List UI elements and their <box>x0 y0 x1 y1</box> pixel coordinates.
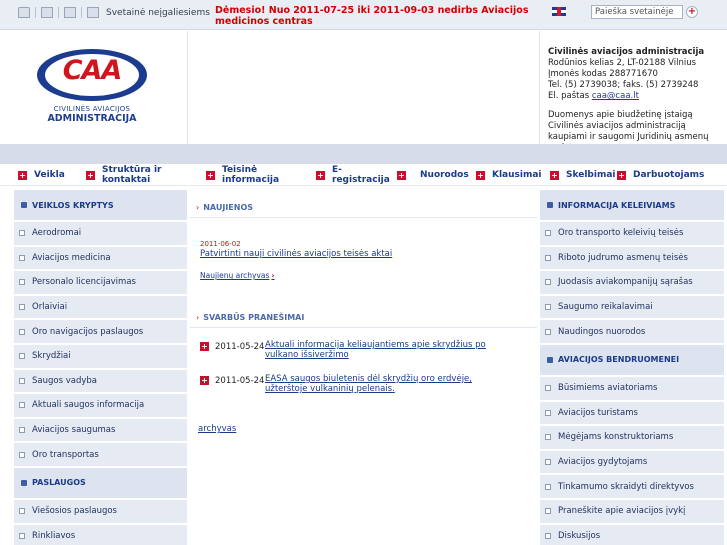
nav-label: Klausimai <box>492 170 542 180</box>
notice-item <box>200 374 520 394</box>
sidebar-item-aviacijos-gydytojams[interactable] <box>540 451 724 474</box>
logo-text-line1: CIVILINĖS AVIACIJOS <box>53 105 131 113</box>
sidebar-item-label: Riboto judrumo asmenų teisės <box>558 252 688 263</box>
sitemap-icon[interactable] <box>64 7 76 18</box>
nav-label: Struktūra ir kontaktai <box>102 165 162 185</box>
nav-label: Nuorodos <box>420 170 469 180</box>
nav-item-darbuotojams[interactable] <box>617 164 704 186</box>
section-title: AVIACIJOS BENDRUOMENEI <box>558 355 680 365</box>
sidebar-item-label: Rinkliavos <box>32 530 76 541</box>
square-bullet-icon <box>19 279 25 285</box>
company-code: Įmonės kodas 288771670 <box>548 69 658 79</box>
arrow-icon: › <box>196 313 200 322</box>
notice-item <box>200 340 520 360</box>
square-bullet-icon <box>19 329 25 335</box>
logo[interactable] <box>16 31 186 144</box>
sidebar-item-aviacijos-saugumas[interactable] <box>14 419 187 442</box>
search-input[interactable] <box>591 5 683 19</box>
nav-label: Veikla <box>34 170 65 180</box>
sidebar-item-label: Orlaiviai <box>32 302 68 313</box>
divider <box>35 7 36 18</box>
sidebar-item-aviacijos-medicina[interactable] <box>14 247 187 270</box>
sidebar-item-saugos-vadyba[interactable] <box>14 370 187 393</box>
heading-text: SVARBŪS PRANEŠIMAI <box>203 313 305 322</box>
plus-icon: + <box>398 170 405 180</box>
square-bullet-icon <box>545 508 551 514</box>
section-heading <box>540 190 724 220</box>
uk-flag-icon[interactable] <box>552 7 566 16</box>
home-icon[interactable] <box>18 7 30 18</box>
logo-text-line2: ADMINISTRACIJA <box>47 113 137 124</box>
plus-icon: + <box>551 170 558 180</box>
square-bullet-icon <box>545 385 551 391</box>
header-banner <box>187 31 540 144</box>
square-bullet-icon <box>545 329 551 335</box>
sidebar-item-label: Juodasis aviakompanijų sąrašas <box>558 277 693 288</box>
plus-icon: + <box>201 342 208 351</box>
important-heading <box>190 308 537 328</box>
bullet-icon <box>547 202 553 208</box>
accessibility-link[interactable]: Svetainė neįgaliesiems <box>106 7 210 18</box>
section-title: VEIKLOS KRYPTYS <box>32 200 114 210</box>
sidebar-item-aktuali-saugos-informacija[interactable] <box>14 394 187 417</box>
sidebar-item-naudingos-nuorodos[interactable] <box>540 320 724 343</box>
sidebar-item-label: Oro transportas <box>32 449 99 460</box>
email-prefix: El. paštas <box>548 91 590 101</box>
square-bullet-icon <box>545 484 551 490</box>
news-date: 2011-06-02 <box>200 240 241 248</box>
site-header <box>0 31 727 164</box>
email-link[interactable]: caa@caa.lt <box>591 91 639 101</box>
sidebar-item-riboto-judrumo[interactable] <box>540 247 724 270</box>
address: Rodūnios kelias 2, LT-02188 Vilnius <box>548 58 697 68</box>
main-nav <box>0 164 727 186</box>
divider <box>58 7 59 18</box>
bullet-icon <box>547 357 553 363</box>
notice-link[interactable]: EASA saugos biuletenis dėl skrydžių oro erdvėje, užterštoje vulkaninių pelenais. <box>265 374 472 394</box>
sidebar-item-label: Aviacijos saugumas <box>32 425 116 436</box>
square-bullet-icon <box>545 459 551 465</box>
sidebar-item-megejams-konstruktoriams[interactable] <box>540 426 724 449</box>
notice-link[interactable]: Aktuali informacija keliaujantiems apie skrydžius po vulkano išsiveržimo <box>265 340 486 360</box>
sidebar-item-orlaiviai[interactable] <box>14 296 187 319</box>
plus-icon: + <box>207 170 214 180</box>
sidebar-item-tinkamumo-direktyvos[interactable] <box>540 475 724 498</box>
utility-icons <box>18 7 210 18</box>
org-name: Civilinės aviacijos administracija <box>548 47 705 57</box>
nav-label: Skelbimai <box>566 170 616 180</box>
sidebar-item-label: Aviacijos turistams <box>558 407 638 418</box>
sidebar-item-skrydziai[interactable] <box>14 345 187 368</box>
email-line <box>548 91 724 102</box>
news-archive-link[interactable] <box>200 271 275 280</box>
important-section <box>190 308 537 328</box>
nav-item-veikla[interactable] <box>18 164 65 186</box>
sidebar-item-oro-transportas[interactable] <box>14 443 187 466</box>
square-bullet-icon <box>19 304 25 310</box>
sidebar-item-juodasis-sarasas[interactable] <box>540 271 724 294</box>
registry-line: Civilinės aviacijos administraciją <box>548 121 686 131</box>
registry-line: Duomenys apie biudžetinę įstaigą <box>548 110 693 120</box>
sidebar-item-label: Aktuali saugos informacija <box>32 400 145 411</box>
square-bullet-icon <box>19 353 25 359</box>
sidebar-item-label: Aerodromai <box>32 228 82 239</box>
plus-icon: + <box>618 170 625 180</box>
square-bullet-icon <box>19 402 25 408</box>
sidebar-item-label: Tinkamumo skraidyti direktyvos <box>558 481 694 492</box>
plus-icon: + <box>317 170 324 180</box>
nav-label: E-registracija <box>332 165 390 185</box>
arrow-icon: › <box>271 271 275 280</box>
sidebar-item-label: Viešosios paslaugos <box>32 506 117 517</box>
plus-icon: + <box>201 376 208 385</box>
sidebar-item-label: Skrydžiai <box>32 351 71 362</box>
sidebar-item-label: Saugos vadyba <box>32 375 97 386</box>
alert-message: Dėmesio! Nuo 2011-07-25 iki 2011-09-03 nedirbs Aviacijos medicinos centras <box>215 5 529 27</box>
square-bullet-icon <box>545 410 551 416</box>
sidebar-item-label: Saugumo reikalavimai <box>558 302 653 313</box>
print-icon[interactable] <box>87 7 99 18</box>
divider <box>81 7 82 18</box>
square-bullet-icon <box>545 533 551 539</box>
logo-mark: CAA <box>62 55 122 86</box>
plus-icon: + <box>477 170 484 180</box>
phone: Tel. (5) 2739038; faks. (5) 2739248 <box>548 80 699 90</box>
bullet-icon <box>21 202 27 208</box>
archive-link[interactable]: archyvas <box>198 424 237 434</box>
heading-text: NAUJIENOS <box>203 203 254 212</box>
square-bullet-icon <box>545 304 551 310</box>
sidebar-item-label: Naudingos nuorodos <box>558 326 646 337</box>
sidebar-item-busimiems-aviatoriams[interactable] <box>540 377 724 400</box>
right-sidebar <box>540 190 724 545</box>
sidebar-item-label: Mėgėjams konstruktoriams <box>558 432 674 443</box>
sidebar-item-praneskite-ivyki[interactable] <box>540 500 724 523</box>
news-title-link[interactable]: Patvirtinti nauji civilinės aviacijos teisės aktai <box>200 249 393 259</box>
sidebar-item-aviacijos-turistams[interactable] <box>540 402 724 425</box>
sidebar-item-label: Oro transporto keleivių teisės <box>558 228 684 239</box>
sidebar-item-aerodromai[interactable] <box>14 222 187 245</box>
sidebar-item-label: Personalo licencijavimas <box>32 277 136 288</box>
square-bullet-icon <box>545 279 551 285</box>
sidebar-item-label: Aviacijos medicina <box>32 252 111 263</box>
nav-item-skelbimai[interactable] <box>550 164 615 186</box>
nav-item-klausimai[interactable] <box>476 164 542 186</box>
sidebar-item-diskusijos[interactable] <box>540 525 724 545</box>
sidebar-item-label: Būsimiems aviatoriams <box>558 383 658 394</box>
section-title: INFORMACIJA KELEIVIAMS <box>558 200 676 210</box>
nav-item-nuorodos[interactable] <box>397 164 469 186</box>
square-bullet-icon <box>545 434 551 440</box>
nav-label: Darbuotojams <box>633 170 705 180</box>
main-content <box>190 198 537 434</box>
mail-icon[interactable] <box>41 7 53 18</box>
plus-icon: + <box>19 170 26 180</box>
plus-icon: + <box>87 170 94 180</box>
registry-line: kaupiami ir saugomi Juridinių asmenų <box>548 132 709 142</box>
news-archive-label: Naujienų archyvas <box>200 271 270 280</box>
top-utility-bar <box>0 0 727 30</box>
sidebar-item-label: Diskusijos <box>558 530 601 541</box>
sidebar-item-saugumo-reikalavimai[interactable] <box>540 296 724 319</box>
nav-item-struktura[interactable] <box>86 164 172 186</box>
square-bullet-icon <box>19 508 25 514</box>
square-bullet-icon <box>19 533 25 539</box>
square-bullet-icon <box>19 255 25 261</box>
section-heading <box>14 468 187 498</box>
sidebar-item-rinkliavos[interactable] <box>14 525 187 545</box>
square-bullet-icon <box>545 230 551 236</box>
nav-label: Teisinė informacija <box>222 165 280 185</box>
left-sidebar <box>14 190 187 545</box>
square-bullet-icon <box>19 427 25 433</box>
section-title: PASLAUGOS <box>32 478 86 488</box>
section-heading <box>540 345 724 375</box>
sidebar-item-label: Aviacijos gydytojams <box>558 457 648 468</box>
square-bullet-icon <box>19 378 25 384</box>
nav-item-eregistracija[interactable] <box>316 164 388 186</box>
news-heading <box>190 198 537 218</box>
sidebar-item-viesosios-paslaugos[interactable] <box>14 500 187 523</box>
sidebar-item-label: Oro navigacijos paslaugos <box>32 326 144 337</box>
nav-item-teisine[interactable] <box>206 164 282 186</box>
sidebar-item-oro-navigacijos[interactable] <box>14 320 187 343</box>
notice-date: 2011-05-24 <box>215 376 265 386</box>
arrow-icon: › <box>196 203 200 212</box>
sidebar-item-personalo-licencijavimas[interactable] <box>14 271 187 294</box>
notice-date: 2011-05-24 <box>215 342 265 352</box>
search-button[interactable]: + <box>687 6 697 17</box>
square-bullet-icon <box>19 230 25 236</box>
square-bullet-icon <box>19 452 25 458</box>
square-bullet-icon <box>545 255 551 261</box>
sidebar-item-label: Praneškite apie aviacijos įvykį <box>558 506 686 517</box>
section-heading <box>14 190 187 220</box>
sidebar-item-keleiviu-teises[interactable] <box>540 222 724 245</box>
bullet-icon <box>21 480 27 486</box>
header-band <box>0 144 727 164</box>
